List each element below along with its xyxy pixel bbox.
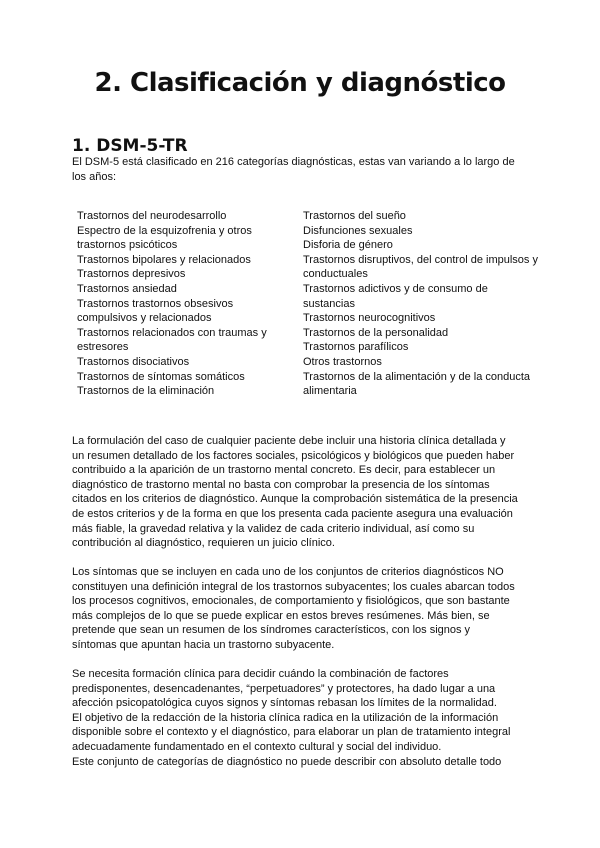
text-line: síntomas que apuntan hacia un trastorno subyacente. [72, 638, 335, 651]
paragraph-symptoms [72, 565, 515, 653]
text-line: Trastornos de la personalidad [303, 326, 449, 339]
text-line: estresores [77, 341, 129, 354]
text-line: Trastornos relacionados con traumas y [77, 326, 267, 339]
text-line: Los síntomas que se incluyen en cada uno de los conjuntos de criterios diagnósticos NO [72, 566, 504, 578]
text-line: Disforia de género [303, 239, 393, 252]
text-line: Trastornos disociativos [77, 355, 190, 368]
paragraph-clinical-training [72, 667, 510, 769]
text-line: Trastornos bipolares y relacionados [77, 253, 251, 266]
text-line: un resumen detallado de los factores sociales, psicológicos y biológicos que pueden haber [72, 449, 515, 462]
paragraph-formulation [72, 434, 518, 551]
text-line: Trastornos neurocognitivos [303, 312, 436, 325]
text-line: los años: [72, 170, 117, 183]
intro-text [72, 155, 515, 184]
text-line: Trastornos adictivos y de consumo de [303, 282, 488, 295]
text-line: El objetivo de la redacción de la historia clínica radica en la utilización de la información [72, 711, 499, 724]
text-line: más fiable, la gravedad relativa y la validez de cada criterio individual, así como su [72, 522, 475, 535]
text-line: alimentaria [303, 385, 357, 398]
page-title: 2. Clasificación y diagnóstico [94, 68, 506, 98]
text-line: Espectro de la esquizofrenia y otros [77, 224, 252, 237]
text-line: El DSM-5 está clasificado en 216 categorías diagnósticas, estas van variando a lo largo de [72, 156, 515, 168]
text-line: Disfunciones sexuales [303, 224, 413, 237]
text-line: los procesos cognitivos, emocionales, de comportamiento y fisiológicos, que son bastante [72, 595, 510, 608]
text-line: adecuadamente fundamentado en el contexto cultural y social del individuo. [72, 740, 442, 753]
text-line: diagnóstico de trastorno mental no basta con comprobar la presencia de los síntomas [72, 478, 490, 491]
text-line: Trastornos ansiedad [77, 282, 177, 295]
text-line: Este conjunto de categorías de diagnóstico no puede describir con absoluto detalle todo [72, 755, 502, 768]
text-line: Trastornos de la alimentación y de la conducta [303, 370, 531, 383]
category-list-left [77, 209, 267, 399]
text-line: contribuido a la aparición de un trastorno mental concreto. Es decir, para establecer un [72, 464, 496, 477]
text-line: sustancias [303, 297, 355, 310]
text-line: constituyen una definición integral de los trastornos subyacentes; los cuales abarcan todos [72, 580, 515, 593]
text-line: contribución al diagnóstico, requieren un juicio clínico. [72, 537, 335, 550]
text-line: La formulación del caso de cualquier paciente debe incluir una historia clínica detallada y [72, 435, 506, 447]
text-line: disponible sobre el contexto y el diagnóstico, para elaborar un plan de tratamiento integral [72, 726, 511, 739]
text-line: Otros trastornos [303, 355, 382, 368]
text-line: Trastornos de síntomas somáticos [77, 370, 245, 383]
text-line: Trastornos de la eliminación [77, 385, 215, 398]
text-line: Trastornos trastornos obsesivos [77, 297, 234, 310]
text-line: trastornos psicóticos [77, 239, 178, 252]
text-line: Trastornos disruptivos, del control de impulsos y [303, 253, 538, 266]
text-line: conductuales [303, 268, 368, 281]
text-line: compulsivos y relacionados [77, 312, 212, 325]
text-line: Trastornos del neurodesarrollo [77, 210, 227, 222]
text-line: Trastornos del sueño [303, 210, 406, 222]
category-list-right [303, 209, 538, 399]
text-line: pretende que sean un resumen de los síndromes característicos, con los signos y [72, 624, 471, 637]
text-line: predisponentes, desencadenantes, “perpetuadores” y protectores, ha dado lugar a una [72, 682, 496, 695]
text-line: afección psicopatológica cuyos signos y síntomas rebasan los límites de la normalidad. [72, 697, 497, 710]
section-heading: 1. DSM-5-TR [72, 136, 188, 156]
text-line: Trastornos parafílicos [303, 341, 409, 354]
text-line: Se necesita formación clínica para decidir cuándo la combinación de factores [72, 668, 449, 680]
text-line: más complejos de lo que se puede explicar en estos breves resúmenes. Más bien, se [72, 609, 490, 622]
text-line: Trastornos depresivos [77, 268, 186, 281]
text-line: citados en los criterios de diagnóstico. Aunque la comprobación sistemática de la presencia [72, 493, 518, 506]
text-line: de estos criterios y de la forma en que los presenta cada paciente asegura una evaluación [72, 507, 513, 520]
